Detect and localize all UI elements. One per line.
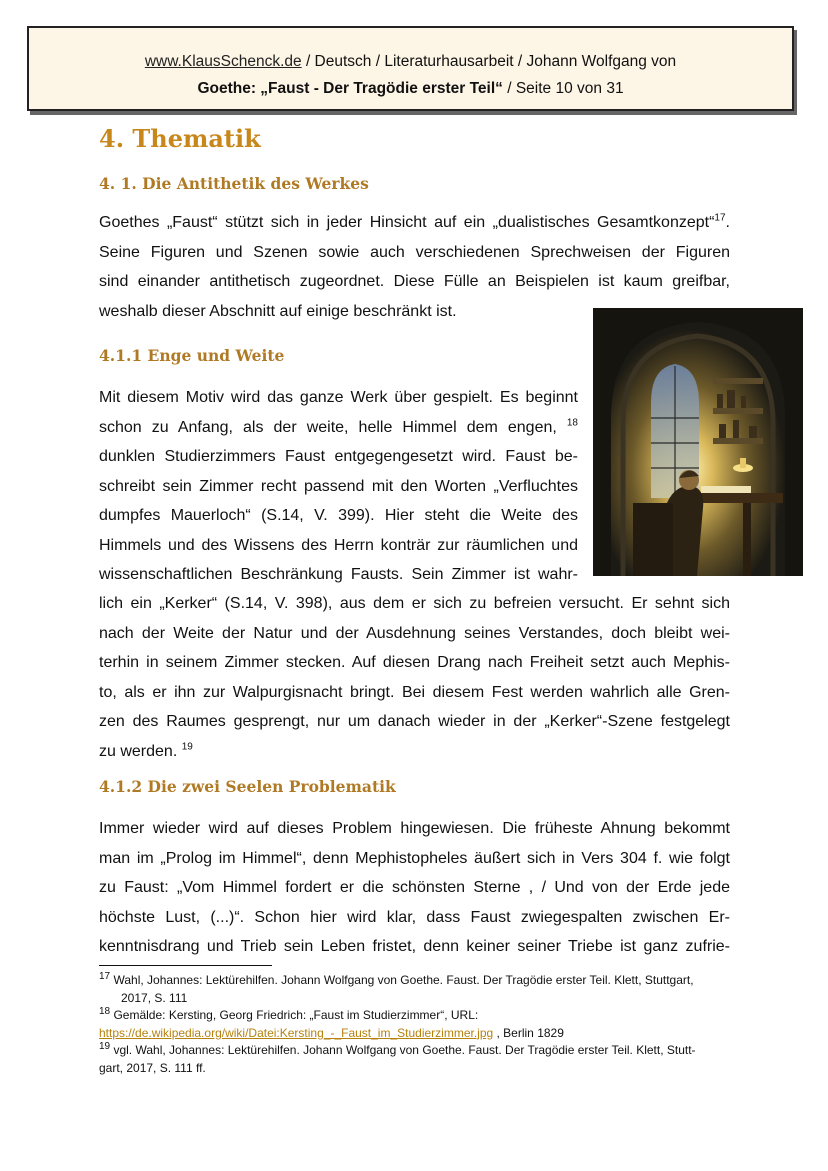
text-line: schreibt sein Zimmer recht passend mit den Worten „Verfluchtes (99, 477, 578, 495)
page-header (27, 26, 794, 111)
text-line: höchste Lust, (...)“. Schon hier wird klar, dass Faust zwiegespalten zwischen Er- (99, 908, 730, 926)
text-line: weshalb dieser Abschnitt auf einige beschränkt ist. (99, 302, 457, 320)
text-line: sind einander antithetisch zugeordnet. Diese Fülle an Beispielen ist kaum greifbar, (99, 273, 730, 290)
footnote-17: $^{17}$ Wahl, Johannes: Lektürehilfen. Johann Wolfgang von Goethe. Faust. Der Tragödie erster Teil. Klett, Stuttgart, (99, 971, 694, 987)
painting-faust-study (593, 308, 803, 576)
footnote-17-cont: 2017, S. 111 (121, 990, 188, 1005)
footnotes (99, 972, 729, 1077)
text-line: lich ein „Kerker“ (S.14, V. 398), aus dem er sich zu befreien versucht. Er sehnt sich (99, 595, 730, 612)
footnote-ref-18[interactable]: 18 (566, 417, 578, 429)
footnote-18: $^{18}$ Gemälde: Kersting, Georg Friedrich: „Faust im Studierzimmer“, URL: (99, 1006, 479, 1022)
text-line: wissenschaftlichen Beschränkung Fausts. Sein Zimmer ist wahr- (99, 566, 578, 583)
text-line: Himmels und des Wissens des Herrn konträr zur räumlichen und (99, 536, 578, 554)
footnote-18-link[interactable]: https://de.wikipedia.org/wiki/Datei:Kersting_-_Faust_im_Studierzimmer.jpg (99, 1025, 494, 1040)
text-line: zen des Raumes gesprengt, nur um danach wieder in der „Kerker“-Szene festgelegt (99, 713, 730, 730)
header-title: Goethe: „Faust - Der Tragödie erster Teil“ (197, 80, 503, 97)
text-line: to, als er ihn zur Walpurgisnacht bringt. Bei diesem Fest werden wahrlich alle Gren- (99, 683, 730, 701)
footnote-19-cont: gart, 2017, S. 111 ff. (99, 1060, 206, 1075)
header-page-info: / Seite 10 von 31 (502, 80, 624, 97)
text-line: schon zu Anfang, als der weite, helle Himmel dem engen, $^{18}$ (99, 417, 578, 436)
header-line-2 (29, 75, 792, 102)
footnote-18-url-line: https://de.wikipedia.org/wiki/Datei:Kersting_-_Faust_im_Studierzimmer.jpg , Berlin 1829 (99, 1025, 564, 1040)
text-line: dumpfes Mauerloch“ (S.14, V. 399). Hier steht die Weite des (99, 507, 578, 524)
paragraph-enge-weite-narrow (99, 383, 578, 590)
text-line: Goethes „Faust“ stützt sich in jeder Hinsicht auf ein „dualistisches Gesamtkonzept“$^{17}$. (99, 212, 730, 231)
header-line-1 (29, 48, 792, 75)
site-link[interactable]: www.KlausSchenck.de (144, 53, 302, 70)
footnote-19: $^{19}$ vgl. Wahl, Johannes: Lektürehilfen. Johann Wolfgang von Goethe. Faust. Der Tragödie erster Teil. Klett, Stutt- (99, 1041, 696, 1057)
header-path: / Deutsch / Literaturhausarbeit / Johann Wolfgang von (301, 53, 677, 70)
text-line: man im „Prolog im Himmel“, denn Mephistopheles äußert sich in Vers 304 f. wie folgt (99, 849, 730, 867)
paragraph-enge-weite-wide (99, 589, 730, 766)
subsection-title-enge-weite: 4.1.1 Enge und Weite (99, 346, 285, 365)
footnote-ref-19[interactable]: 19 (181, 741, 193, 753)
paragraph-zwei-seelen (99, 814, 730, 962)
text-line: zu Faust: „Vom Himmel fordert er die schönsten Sterne , / Und von der Erde jede (99, 879, 730, 896)
text-line: Mit diesem Motiv wird das ganze Werk über gespielt. Es beginnt (99, 389, 578, 406)
painting-image (593, 308, 803, 576)
text-line: dunklen Studierzimmers Faust entgegengesetzt wird. Faust be- (99, 448, 578, 465)
text-line: nach der Weite der Natur und der Ausdehnung seines Verstandes, doch bleibt wei- (99, 624, 730, 642)
text-line: Seine Figuren und Szenen sowie auch verschiedenen Sprechweisen der Figuren (99, 243, 730, 261)
footnote-ref-17[interactable]: 17 (714, 212, 726, 224)
text-line: Immer wieder wird auf dieses Problem hingewiesen. Die früheste Ahnung bekommt (99, 820, 730, 837)
text-line: zu werden. $^{19}$ (99, 741, 193, 760)
footnote-divider (99, 965, 272, 966)
section-title: 4. Thematik (99, 124, 261, 153)
text-line: kenntnisdrang und Trieb sein Leben fristet, denn keiner seiner Triebe ist ganz zufrie- (99, 938, 730, 955)
subsection-title-zwei-seelen: 4.1.2 Die zwei Seelen Problematik (99, 777, 396, 796)
subsection-title-antithetik: 4. 1. Die Antithetik des Werkes (99, 174, 369, 193)
text-line: terhin in seinem Zimmer stecken. Auf diesen Drang nach Freiheit setzt auch Mephis- (99, 654, 730, 671)
